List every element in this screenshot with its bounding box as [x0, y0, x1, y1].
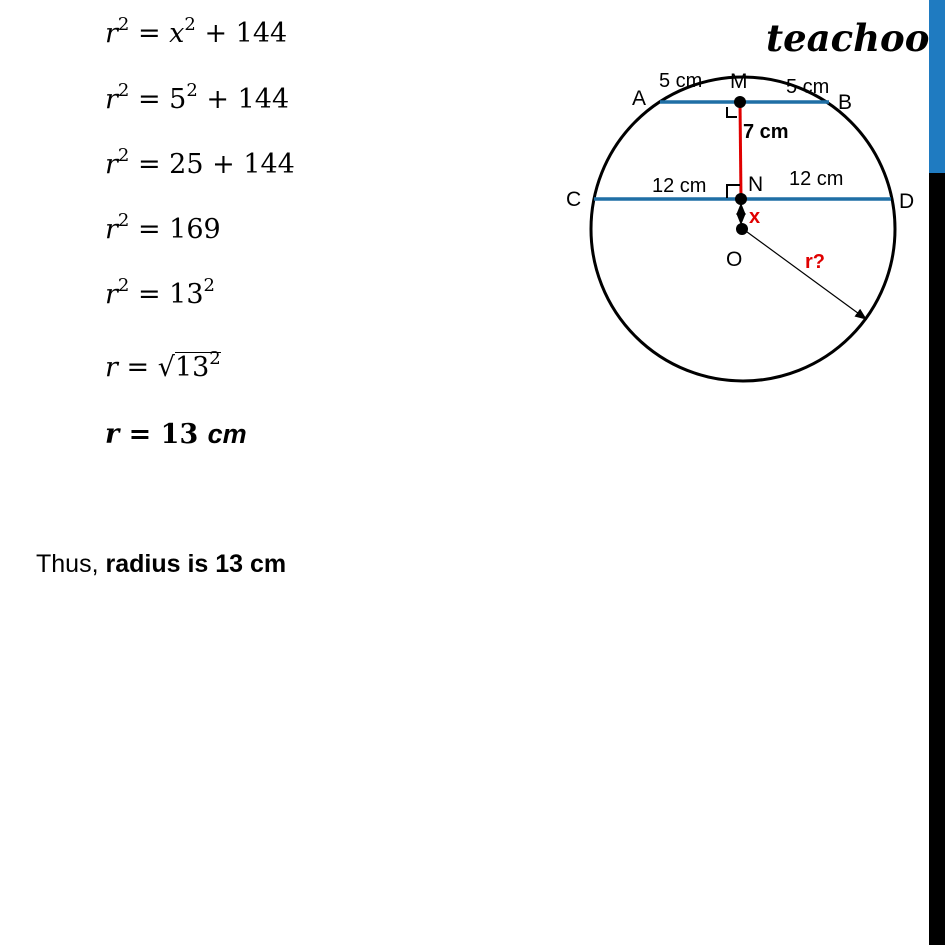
- teachoo-logo: teachoo: [766, 16, 930, 60]
- equation-step-5: $r^2 = 13^2$: [105, 275, 215, 310]
- equation-step-4: $r^2 = 169$: [105, 210, 221, 245]
- label-x: x: [749, 206, 761, 228]
- radius-arrow: [743, 229, 866, 319]
- point-o: [736, 223, 748, 235]
- label-c: C: [566, 188, 582, 211]
- conclusion-text: Thus, radius is 13 cm: [36, 550, 287, 578]
- label-m: M: [730, 70, 748, 93]
- equation-step-6: $r = √13^2$: [105, 348, 221, 383]
- label-radius-unknown: r?: [805, 251, 825, 273]
- label-am-length: 5 cm: [659, 70, 703, 92]
- point-m: [734, 96, 746, 108]
- equation-step-3: $r^2 = 25 + 144$: [105, 145, 295, 180]
- label-a: A: [632, 87, 647, 110]
- square-root: $√13^2$: [157, 348, 221, 383]
- equation-step-1: $r^2 = x^2 + 144$: [105, 14, 288, 49]
- label-b: B: [838, 91, 853, 114]
- right-sidebar-bar: [929, 0, 945, 945]
- right-angle-mark-m: [727, 107, 737, 117]
- equation-final-answer: r = 13 cm: [105, 419, 247, 450]
- equation-step-2: $r^2 = 5^2 + 144$: [105, 80, 290, 115]
- label-mn-length: 7 cm: [743, 121, 789, 143]
- label-cn-length: 12 cm: [652, 175, 707, 197]
- label-o: O: [726, 248, 743, 271]
- sidebar-accent: [929, 0, 945, 173]
- label-n: N: [748, 173, 764, 196]
- label-mb-length: 5 cm: [786, 76, 830, 98]
- label-d: D: [899, 190, 915, 213]
- point-n: [735, 193, 747, 205]
- label-nd-length: 12 cm: [789, 168, 844, 190]
- segment-mn: [740, 102, 741, 199]
